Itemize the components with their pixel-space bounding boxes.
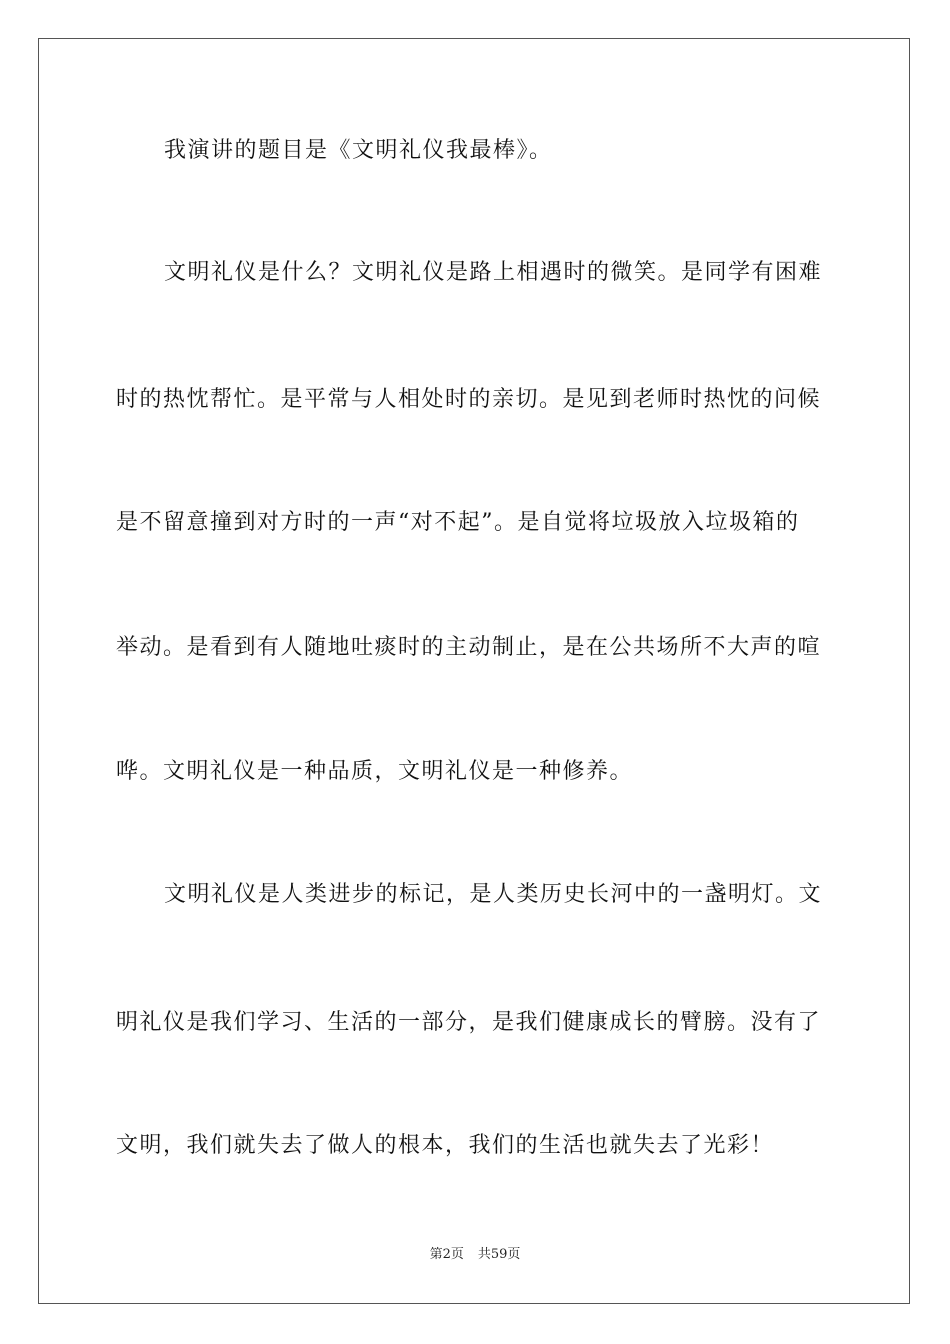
paragraph-line: 明礼仪是我们学习、生活的一部分，是我们健康成长的臂膀。没有了 <box>116 1010 822 1035</box>
page-number: 第2页 <box>429 1247 464 1262</box>
page-total: 共59页 <box>477 1247 521 1262</box>
paragraph-line: 举动。是看到有人随地吐痰时的主动制止，是在公共场所不大声的喧 <box>116 635 822 660</box>
paragraph-line: 文明礼仪是什么？文明礼仪是路上相遇时的微笑。是同学有困难 <box>164 260 823 285</box>
paragraph-line: 时的热忱帮忙。是平常与人相处时的亲切。是见到老师时热忱的问候 <box>116 387 822 412</box>
paragraph-line: 我演讲的题目是《文明礼仪我最棒》。 <box>164 138 553 163</box>
page-footer <box>0 1245 950 1265</box>
page-border <box>38 38 910 1304</box>
paragraph-line: 是不留意撞到对方时的一声“对不起”。是自觉将垃圾放入垃圾箱的 <box>116 510 800 535</box>
paragraph-line: 哗。文明礼仪是一种品质，文明礼仪是一种修养。 <box>116 759 634 784</box>
paragraph-line: 文明，我们就失去了做人的根本，我们的生活也就失去了光彩！ <box>116 1133 775 1158</box>
paragraph-line: 文明礼仪是人类进步的标记，是人类历史长河中的一盏明灯。文 <box>164 882 823 907</box>
